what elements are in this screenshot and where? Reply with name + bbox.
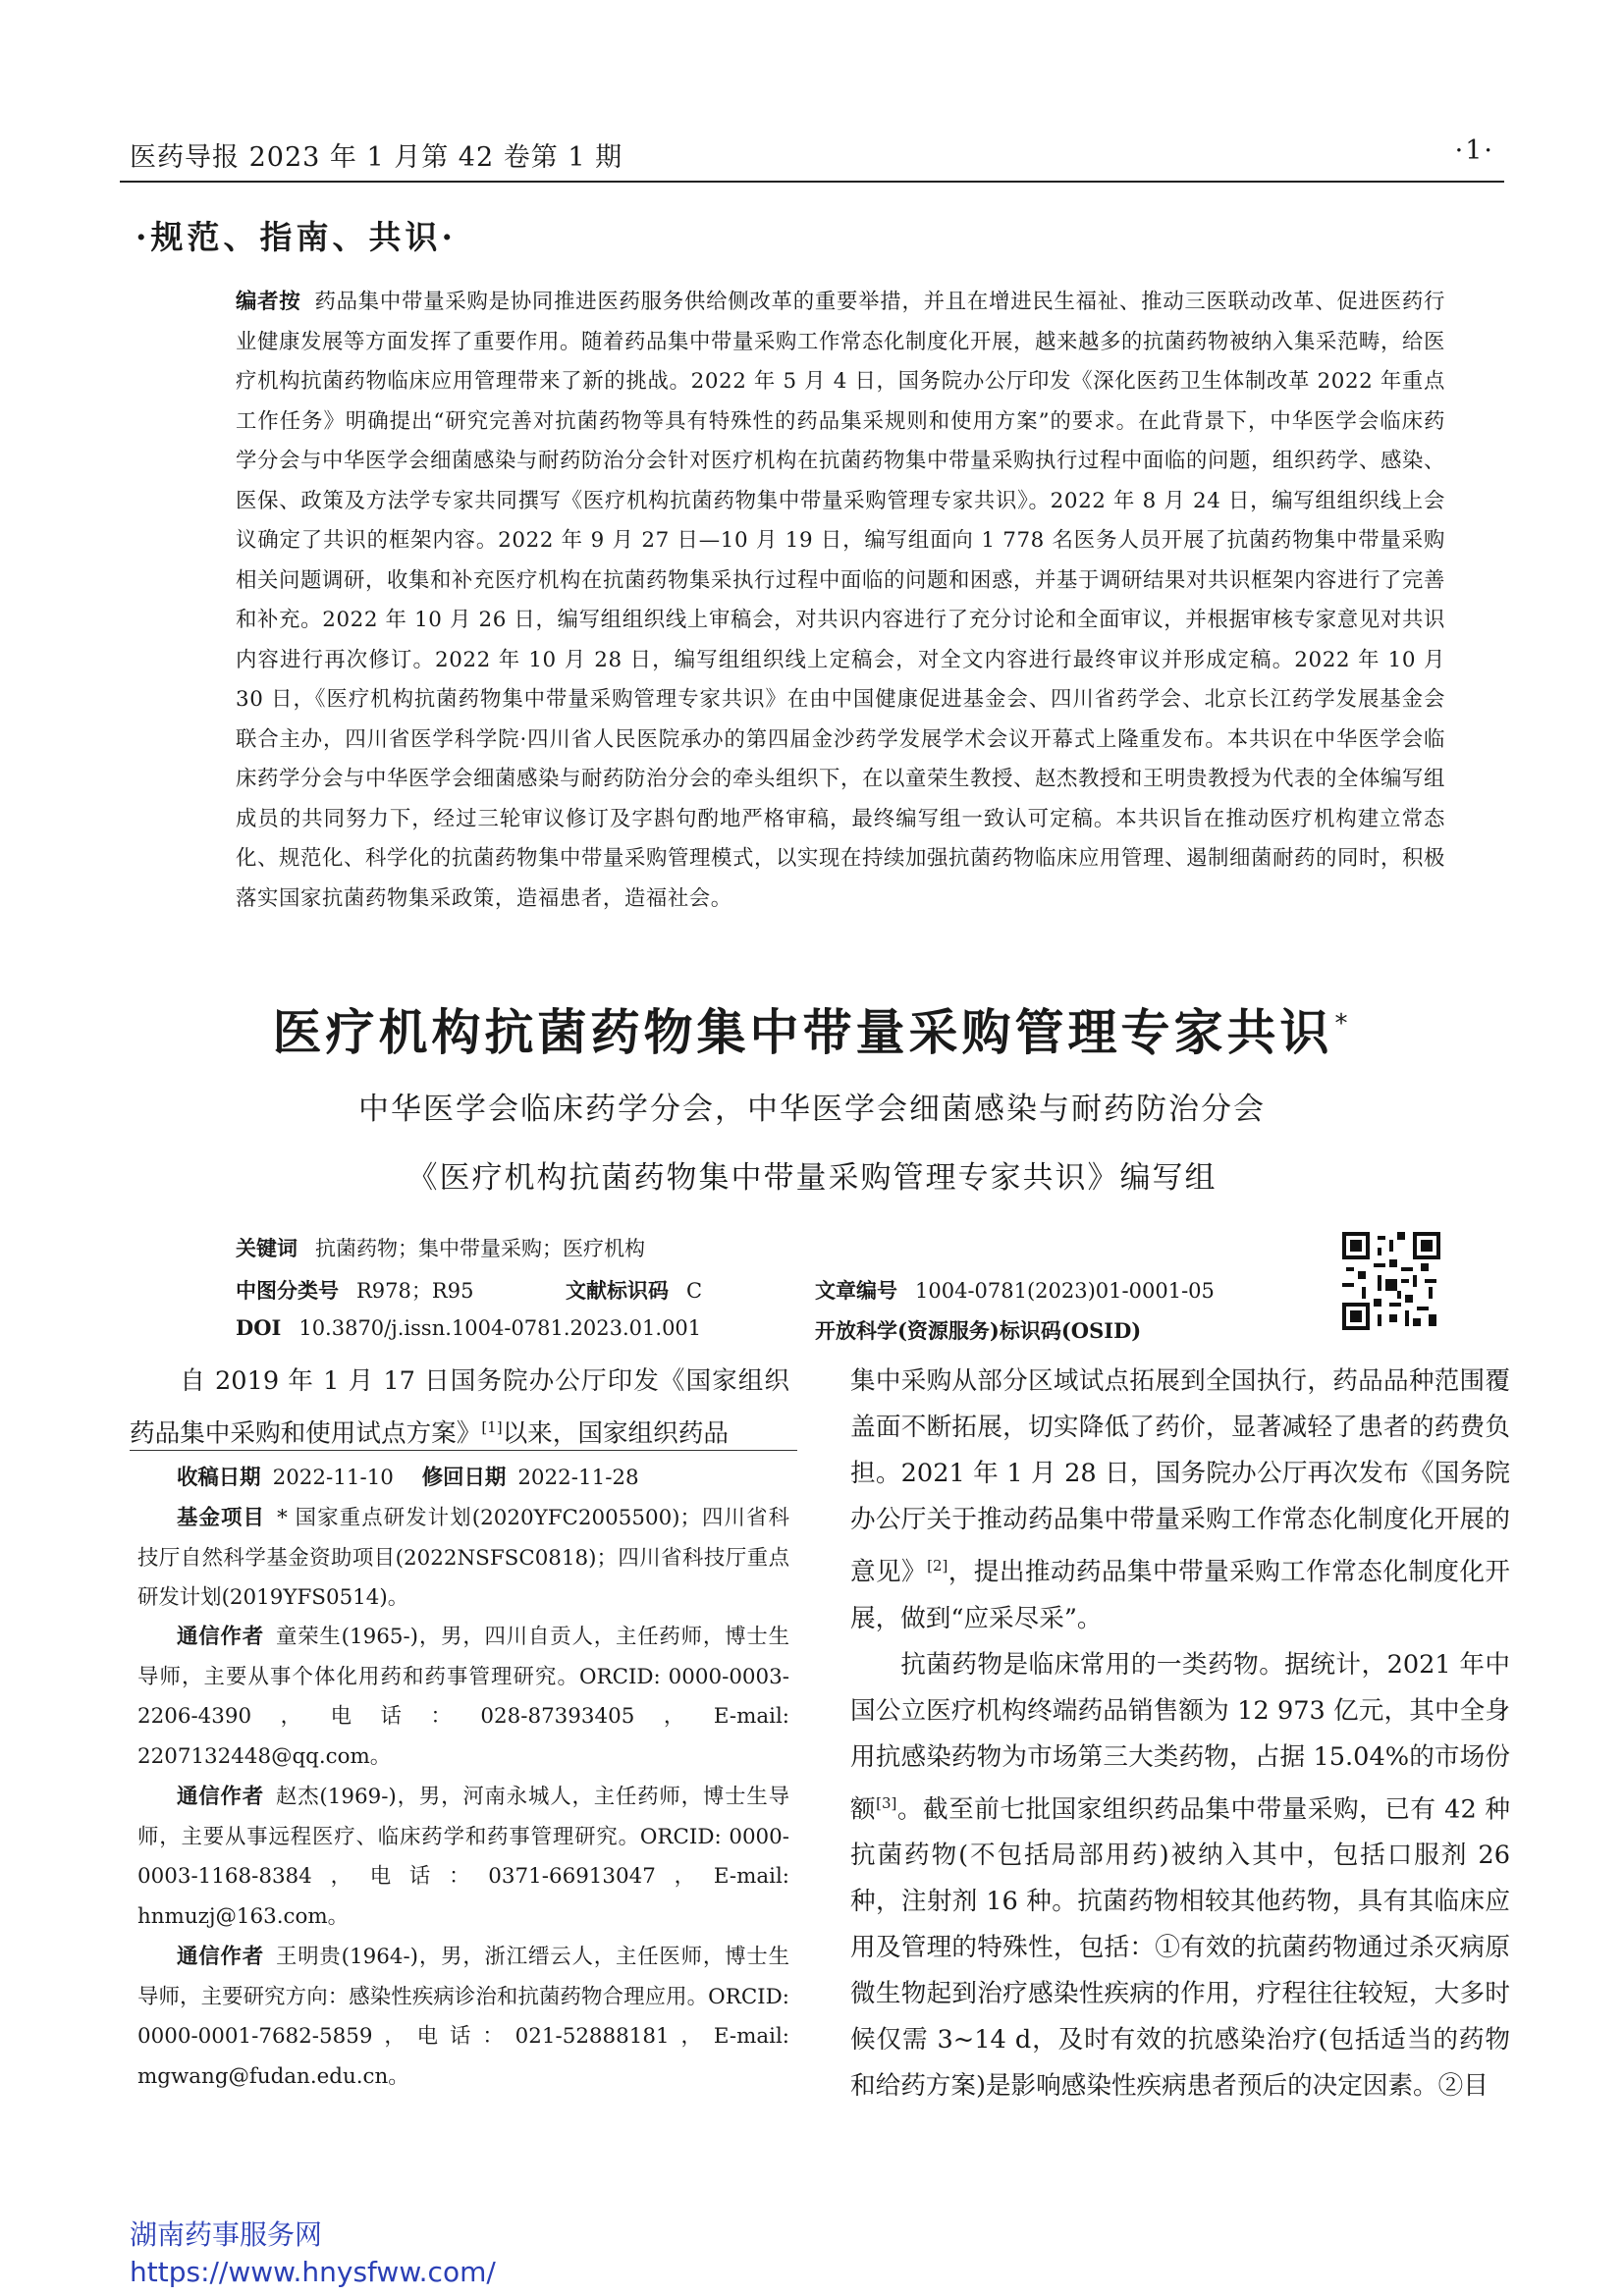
article-title-text: 医疗机构抗菌药物集中带量采购管理专家共识 xyxy=(272,1004,1333,1061)
intro-text: 自 2019 年 1 月 17 日国务院办公厅印发《国家组织药品集中采购和使用试点方案》 xyxy=(130,1366,789,1449)
keywords xyxy=(236,1233,645,1262)
watermark xyxy=(130,2216,496,2291)
watermark-url[interactable]: https://www.hnysfww.com/ xyxy=(130,2256,496,2288)
authors-line-1: 中华医学会临床药学分会，中华医学会细菌感染与耐药防治分会 xyxy=(358,1092,1266,1127)
fund-text: * 国家重点研发计划(2020YFC2005500)；四川省科技厅自然科学基金资助项目(2022NSFSC0818)；四川省科技厅重点研发计划(2019YFS0514)。 xyxy=(137,1506,789,1610)
authors-line-2: 《医疗机构抗菌药物集中带量采购管理专家共识》编写组 xyxy=(406,1160,1218,1196)
article-number-label: 文章编号 xyxy=(815,1278,897,1303)
osid-label: 开放科学(资源服务)标识码(OSID) xyxy=(815,1318,1142,1343)
doi xyxy=(236,1315,701,1340)
received-value: 2022-11-10 xyxy=(272,1466,394,1490)
keywords-value: 抗菌药物；集中带量采购；医疗机构 xyxy=(315,1237,645,1260)
keywords-label: 关键词 xyxy=(236,1236,298,1260)
title-footnote-mark: * xyxy=(1334,1009,1352,1040)
clc-value: R978；R95 xyxy=(356,1279,474,1303)
corr1-text: 童荣生(1965-)，男，四川自贡人，主任药师，博士生导师，主要从事个体化用药和药事管理研究。ORCID: 0000-0003-2206-4390，电话：028-87393405，E-mail: 2207132448@qq.com。 xyxy=(137,1625,789,1769)
ref-3[interactable]: [3] xyxy=(876,1793,897,1812)
right-p2-text-end: 。截至前七批国家组织药品集中带量采购，已有 42 种抗菌药物(不包括局部用药)被纳入其中，包括口服剂 26 种，注射剂 16 种。抗菌药物相较其他药物，具有其临床应用及管理的特殊性，包括：①有效的抗菌药物通过杀灭病原微生物起到治疗感染性疾病的作用，疗程往往较短，大多时候仅需 3~14 d，及时有效的抗感染治疗(包括适当的药物和给药方案)是影响感染性疾病患者预后的决定因素。②目 xyxy=(850,1794,1510,2102)
right-p1-text-end: ，提出推动药品集中带量采购工作常态化制度化开展，做到“应采尽采”。 xyxy=(850,1557,1510,1633)
doi-label: DOI xyxy=(236,1315,282,1340)
dates xyxy=(137,1459,789,1499)
doc-code-label: 文献标识码 xyxy=(566,1278,669,1303)
intro-text-end: 以来，国家组织药品 xyxy=(502,1418,729,1449)
right-p2-text: 抗菌药物是临床常用的一类药物。据统计，2021 年中国公立医疗机构终端药品销售额为 12 973 亿元，其中全身用抗感染药物为市场第三大类药物，占据 15.04%的市场份额 xyxy=(850,1649,1510,1825)
corr2-label: 通信作者 xyxy=(177,1785,264,1809)
doc-code xyxy=(566,1275,702,1305)
editor-note-text: 药品集中带量采购是协同推进医药服务供给侧改革的重要举措，并且在增进民生福祉、推动三医联动改革、促进医药行业健康发展等方面发挥了重要作用。随着药品集中带量采购工作常态化制度化开展，越来越多的抗菌药物被纳入集采范畴，给医疗机构抗菌药物临床应用管理带来了新的挑战。2022 年 5 月 4 日，国务院办公厅印发《深化医药卫生体制改革 2022 年重点工作任务》明确提出“研究完善对抗菌药物等具有特殊性的药品集采规则和使用方案”的要求。在此背景下，中华医学会临床药学分会与中华医学会细菌感染与耐药防治分会针对医疗机构在抗菌药物集中带量采购执行过程中面临的问题，组织药学、感染、医保、政策及方法学专家共同撰写《医疗机构抗菌药物集中带量采购管理专家共识》。2022 年 8 月 24 日，编写组组织线上会议确定了共识的框架内容。2022 年 9 月 27 日—10 月 19 日，编写组面向 1 778 名医务人员开展了抗菌药物集中带量采购相关问题调研，收集和补充医疗机构在抗菌药物集采执行过程中面临的问题和困惑，并基于调研结果对共识框架内容进行了完善和补充。2022 年 10 月 26 日，编写组组织线上审稿会，对共识内容进行了充分讨论和全面审议，并根据审核专家意见对共识内容进行再次修订。2022 年 10 月 28 日，编写组组织线上定稿会，对全文内容进行最终审议并形成定稿。2022 年 10 月 30 日，《医疗机构抗菌药物集中带量采购管理专家共识》在由中国健康促进基金会、四川省药学会、北京长江药学发展基金会联合主办，四川省医学科学院·四川省人民医院承办的第四届金沙药学发展学术会议开幕式上隆重发布。本共识在中华医学会临床药学分会与中华医学会细菌感染与耐药防治分会的牵头组织下，在以童荣生教授、赵杰教授和王明贵教授为代表的全体编写组成员的共同努力下，经过三轮审议修订及字斟句酌地严格审稿，最终编写组一致认可定稿。本共识旨在推动医疗机构建立常态化、规范化、科学化的抗菌药物集中带量采购管理模式，以实现在持续加强抗菌药物临床应用管理、遏制细菌耐药的同时，积极落实国家抗菌药物集采政策，造福患者，造福社会。 xyxy=(236,290,1445,911)
header-rule xyxy=(120,181,1504,183)
fund-label: 基金项目 xyxy=(177,1506,266,1530)
corr3-label: 通信作者 xyxy=(177,1945,264,1969)
corr3-text: 王明贵(1964-)，男，浙江缙云人，主任医师，博士生导师，主要研究方向：感染性疾病诊治和抗菌药物合理应用。ORCID: 0000-0001-7682-5859，电话：021-52888181，E-mail: mgwang@fudan.edu.cn。 xyxy=(137,1945,789,2089)
article-title xyxy=(0,993,1624,1064)
qr-code[interactable] xyxy=(1342,1232,1440,1330)
watermark-name: 湖南药事服务网 xyxy=(130,2218,323,2251)
right-p1-text: 集中采购从部分区域试点拓展到全国执行，药品品种范围覆盖面不断拓展，切实降低了药价，显著减轻了患者的药费负担。2021 年 1 月 28 日，国务院办公厅再次发布《国务院办公厅关于推动药品集中带量采购工作常态化制度化开展的意见》 xyxy=(850,1366,1510,1587)
article-number-value: 1004-0781(2023)01-0001-05 xyxy=(915,1279,1215,1303)
received-label: 收稿日期 xyxy=(177,1466,261,1490)
corresponding-author-2 xyxy=(137,1778,789,1937)
corresponding-author-1 xyxy=(137,1618,789,1777)
page-number: ·1· xyxy=(1454,135,1494,166)
corr2-text: 赵杰(1969-)，男，河南永城人，主任药师，博士生导师，主要从事远程医疗、临床药学和药事管理研究。ORCID: 0000-0003-1168-8384，电话：0371-66913047，E-mail: hnmuzj@163.com。 xyxy=(137,1785,790,1929)
clc xyxy=(236,1275,473,1305)
article-number xyxy=(815,1275,1215,1305)
footnote-rule xyxy=(130,1450,797,1451)
running-head: 医药导报 2023 年 1 月第 42 卷第 1 期 xyxy=(130,142,623,173)
editor-note xyxy=(236,283,1445,919)
section-label: ·规范、指南、共识· xyxy=(135,218,457,256)
left-column-intro xyxy=(130,1359,789,1458)
corr1-label: 通信作者 xyxy=(177,1625,264,1649)
revised-label: 修回日期 xyxy=(421,1466,507,1490)
corresponding-author-3 xyxy=(137,1938,789,2097)
revised-value: 2022-11-28 xyxy=(517,1466,639,1490)
ref-1[interactable]: [1] xyxy=(481,1418,503,1436)
fund xyxy=(137,1499,789,1619)
doi-value[interactable]: 10.3870/j.issn.1004-0781.2023.01.001 xyxy=(298,1316,702,1340)
ref-2[interactable]: [2] xyxy=(927,1557,948,1575)
editor-note-label: 编者按 xyxy=(236,290,301,314)
right-column xyxy=(850,1359,1510,2109)
clc-label: 中图分类号 xyxy=(236,1278,339,1303)
doc-code-value: C xyxy=(686,1279,703,1303)
